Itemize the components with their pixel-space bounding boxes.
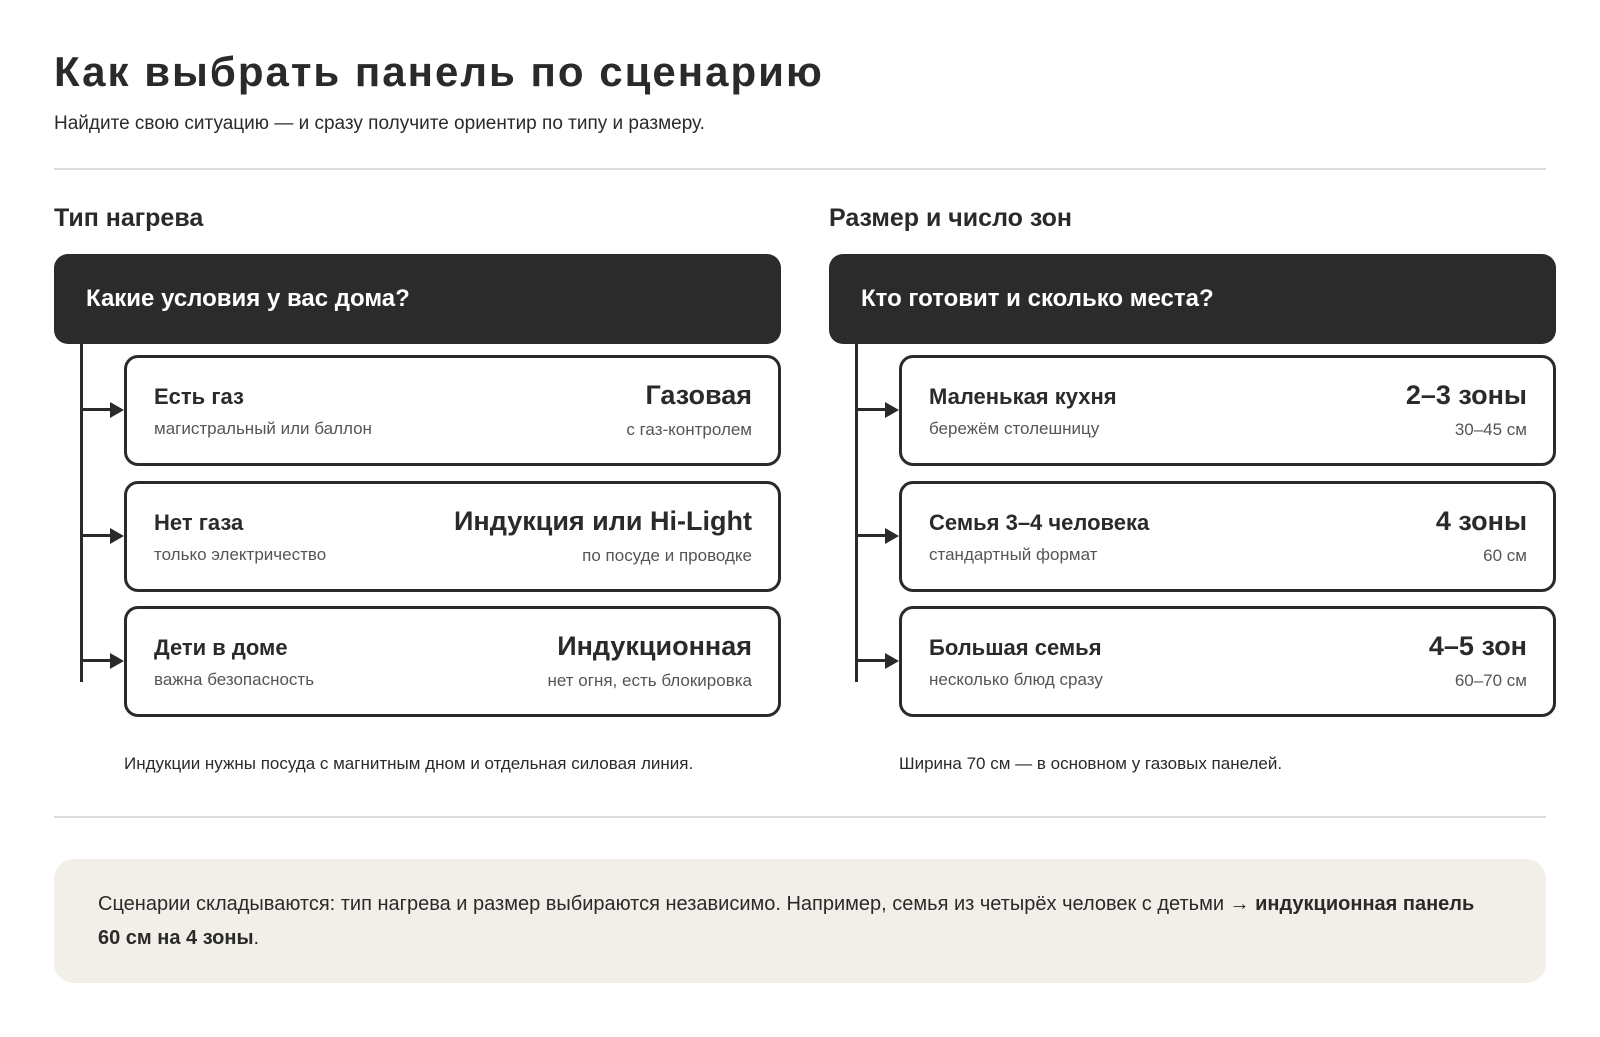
section-footnote: Индукции нужны посуда с магнитным дном и отдельная силовая линия.: [124, 754, 694, 773]
connector-line: [855, 344, 858, 682]
option-card-big-family[interactable]: [899, 606, 1556, 717]
summary-end: .: [253, 927, 260, 949]
option-note: 30–45 см: [1454, 420, 1527, 439]
arrow-right-icon: [110, 402, 124, 418]
option-subtitle: несколько блюд сразу: [929, 670, 1103, 689]
option-subtitle: только электричество: [154, 545, 327, 564]
option-note: 60 см: [1483, 546, 1527, 565]
summary-box: [54, 859, 1546, 983]
connector-branch: [855, 659, 889, 662]
section-footnote: Ширина 70 см — в основном у газовых панелей.: [899, 754, 1283, 773]
arrow-right-icon: [885, 402, 899, 418]
option-title: Нет газа: [154, 510, 244, 535]
option-card-gas[interactable]: [124, 355, 781, 466]
option-title: Есть газ: [154, 384, 244, 409]
page-title: Как выбрать панель по сценарию: [54, 48, 824, 95]
option-note: по посуде и проводке: [582, 546, 752, 565]
option-note: нет огня, есть блокировка: [547, 671, 752, 690]
option-title: Большая семья: [929, 635, 1102, 660]
option-card-small-kitchen[interactable]: [899, 355, 1556, 466]
section-heading: Тип нагрева: [54, 204, 204, 232]
connector-branch: [80, 659, 114, 662]
option-title: Маленькая кухня: [929, 384, 1117, 409]
summary-highlight: индукционная панель 60 см на 4 зоны: [98, 893, 1475, 949]
page-subtitle: Найдите свою ситуацию — и сразу получите ориентир по типу и размеру.: [54, 113, 705, 134]
option-card-no-gas[interactable]: [124, 481, 781, 592]
arrow-right-icon: [885, 653, 899, 669]
option-subtitle: бережём столешницу: [929, 419, 1100, 438]
option-title: Дети в доме: [154, 635, 288, 660]
question-box: Кто готовит и сколько места?: [829, 254, 1556, 344]
section-size-zones: [829, 204, 1556, 784]
bottom-divider: [54, 816, 1546, 818]
option-result: 2–3 зоны: [1405, 380, 1527, 410]
top-divider: [54, 168, 1546, 170]
option-result: Индукционная: [557, 631, 752, 661]
summary-text: Сценарии складываются: тип нагрева и размер выбираются независимо. Например, семья из четырёх человек с детьми →: [98, 893, 1256, 915]
question-box: Какие условия у вас дома?: [54, 254, 781, 344]
option-card-family[interactable]: [899, 481, 1556, 592]
section-heating-type: [54, 204, 781, 784]
option-title: Семья 3–4 человека: [929, 510, 1150, 535]
option-card-children[interactable]: [124, 606, 781, 717]
connector-branch: [80, 408, 114, 411]
option-result: 4 зоны: [1435, 506, 1527, 536]
arrow-right-icon: [110, 528, 124, 544]
connector-branch: [80, 534, 114, 537]
section-heading: Размер и число зон: [829, 204, 1073, 232]
connector-branch: [855, 408, 889, 411]
arrow-right-icon: [110, 653, 124, 669]
connector-branch: [855, 534, 889, 537]
option-result: 4–5 зон: [1428, 631, 1527, 661]
arrow-right-icon: [885, 528, 899, 544]
option-subtitle: важна безопасность: [154, 670, 315, 689]
option-subtitle: магистральный или баллон: [154, 419, 372, 438]
option-result: Индукция или Hi-Light: [454, 506, 752, 536]
option-note: с газ-контролем: [626, 420, 752, 439]
option-result: Газовая: [645, 380, 752, 410]
option-note: 60–70 см: [1454, 671, 1527, 690]
option-subtitle: стандартный формат: [929, 545, 1098, 564]
connector-line: [80, 344, 83, 682]
